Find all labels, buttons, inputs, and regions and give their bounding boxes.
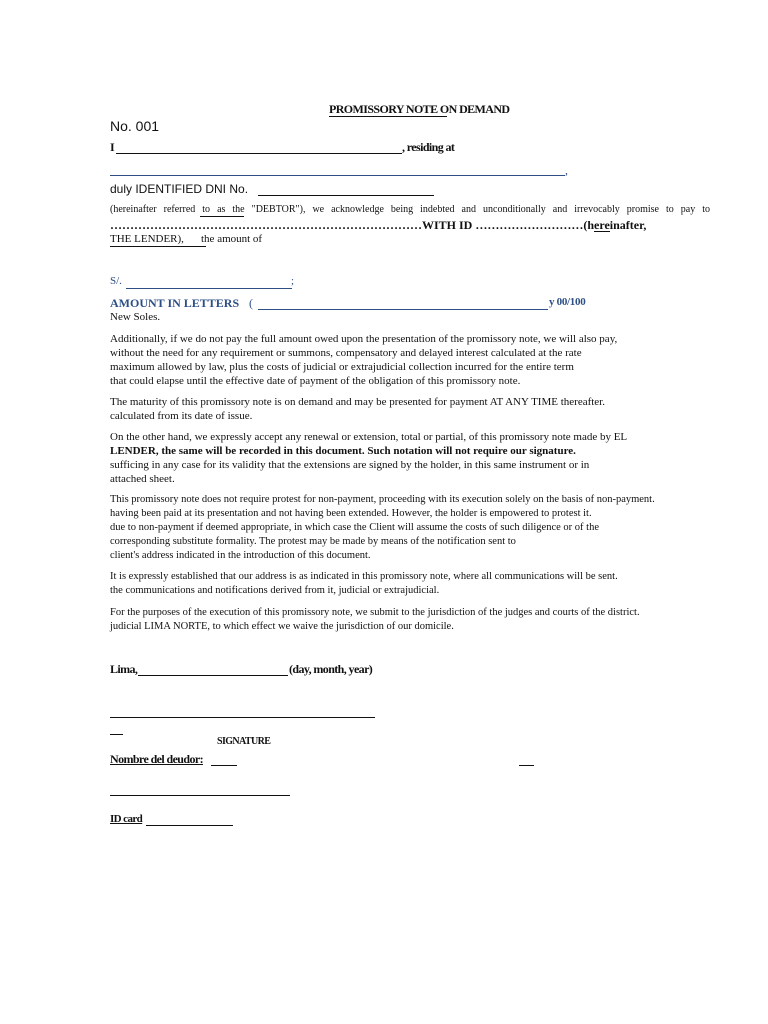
protest-line: corresponding substitute formality. The protest may be made by means of the notification sent to xyxy=(110,536,516,547)
residing-at-label: , residing at xyxy=(402,140,455,154)
debtor-acknowledgement: (hereinafter referred to as the "DEBTOR"), we acknowledge being indebted and unconditionally and irrevocably promise to pay to xyxy=(110,204,710,215)
document-title-text: PROMISSORY NOTE ON DEMAND xyxy=(329,102,510,116)
debtor-prefix: I xyxy=(110,140,115,154)
lender-label: THE LENDER), xyxy=(110,233,184,245)
dni-blank[interactable] xyxy=(258,195,434,196)
renewal-line: attached sheet. xyxy=(110,473,175,485)
amount-in-letters-label: AMOUNT IN LETTERS xyxy=(110,296,240,310)
title-underline xyxy=(329,116,447,117)
jurisdiction-line: For the purposes of the execution of this promissory note, we submit to the jurisdiction of the judges and courts of the district. xyxy=(110,607,640,618)
debtor-name-field[interactable] xyxy=(211,765,237,766)
amount-letters-open: ( xyxy=(249,296,253,310)
protest-line: client's address indicated in the introduction of this document. xyxy=(110,550,371,561)
signature-line-tail xyxy=(110,734,123,735)
interest-line: Additionally, if we do not pay the full amount owed upon the presentation of the promissory note, we will also pay, xyxy=(110,333,618,345)
address-line: the communications and notifications derived from it, judicial or extrajudicial. xyxy=(110,585,440,596)
note-number: No. 001 xyxy=(110,118,160,134)
amount-letters-blank[interactable] xyxy=(258,309,548,310)
amount-of-label: the amount of xyxy=(201,233,263,245)
hereinafter-lender-underline xyxy=(594,231,610,232)
jurisdiction-paragraph xyxy=(110,606,722,634)
amount-end: ; xyxy=(291,275,295,287)
dni-label: duly IDENTIFIED DNI No. xyxy=(110,182,249,196)
address-paragraph xyxy=(110,570,722,598)
date-hint: (day, month, year) xyxy=(289,662,373,676)
interest-paragraph xyxy=(110,332,722,388)
maturity-line: The maturity of this promissory note is on demand and may be presented for payment AT ANY TIME thereafter. xyxy=(110,396,605,408)
protest-paragraph xyxy=(110,493,722,563)
document-title xyxy=(329,102,509,117)
maturity-paragraph xyxy=(110,395,722,423)
interest-line: that could elapse until the effective date of payment of the obligation of this promissory note. xyxy=(110,375,521,387)
signature-label: SIGNATURE xyxy=(217,736,271,747)
currency-prefix: S/. xyxy=(110,275,122,287)
lima-label: Lima, xyxy=(110,662,138,676)
renewal-paragraph xyxy=(110,430,722,486)
renewal-line: On the other hand, we expressly accept any renewal or extension, total or partial, of this promissory note made by EL xyxy=(110,431,628,443)
interest-line: maximum allowed by law, plus the costs of judicial or extrajudicial collection incurred for the entire term xyxy=(110,361,574,373)
debtor-name-blank[interactable] xyxy=(116,153,402,154)
currency-name: New Soles. xyxy=(110,311,161,323)
address-blank[interactable] xyxy=(110,175,565,176)
amount-blank[interactable] xyxy=(126,288,292,289)
amount-letters-suffix: y 00/100 xyxy=(549,296,586,308)
id-card-blank[interactable] xyxy=(146,825,233,826)
protest-line: due to non-payment if deemed appropriate, in which case the Client will assume the costs of such diligence or of the xyxy=(110,522,599,533)
address-comma: , xyxy=(565,163,568,177)
id-card-label: ID card xyxy=(110,813,143,825)
date-blank[interactable] xyxy=(138,675,288,676)
lender-id-line: ……………………………………………………………………WITH ID ………………………(hereinafter, xyxy=(110,218,647,232)
renewal-line-bold: LENDER, the same will be recorded in this document. Such notation will not require our signature. xyxy=(110,445,576,457)
jurisdiction-line: judicial LIMA NORTE, to which effect we waive the jurisdiction of our domicile. xyxy=(110,621,454,632)
protest-line: This promissory note does not require protest for non-payment, proceeding with its execution solely on the basis of non-payment. xyxy=(110,494,655,505)
interest-line: without the need for any requirement or summons, compensatory and delayed interest calculated at the rate xyxy=(110,347,582,359)
lender-label-underline xyxy=(110,246,206,247)
hereinafter-underline xyxy=(200,216,244,217)
second-signature-line[interactable] xyxy=(110,795,290,796)
debtor-name-trailing-line xyxy=(519,765,534,766)
renewal-line: sufficing in any case for its validity that the extensions are signed by the holder, in this same instrument or in xyxy=(110,459,590,471)
debtor-name-label: Nombre del deudor: xyxy=(110,752,203,766)
address-line: It is expressly established that our address is as indicated in this promissory note, where all communications will be sent. xyxy=(110,571,618,582)
signature-line[interactable] xyxy=(110,717,375,718)
maturity-line: calculated from its date of issue. xyxy=(110,410,253,422)
protest-line: having been paid at its presentation and not having been extended. However, the holder is empowered to protest it. xyxy=(110,508,592,519)
